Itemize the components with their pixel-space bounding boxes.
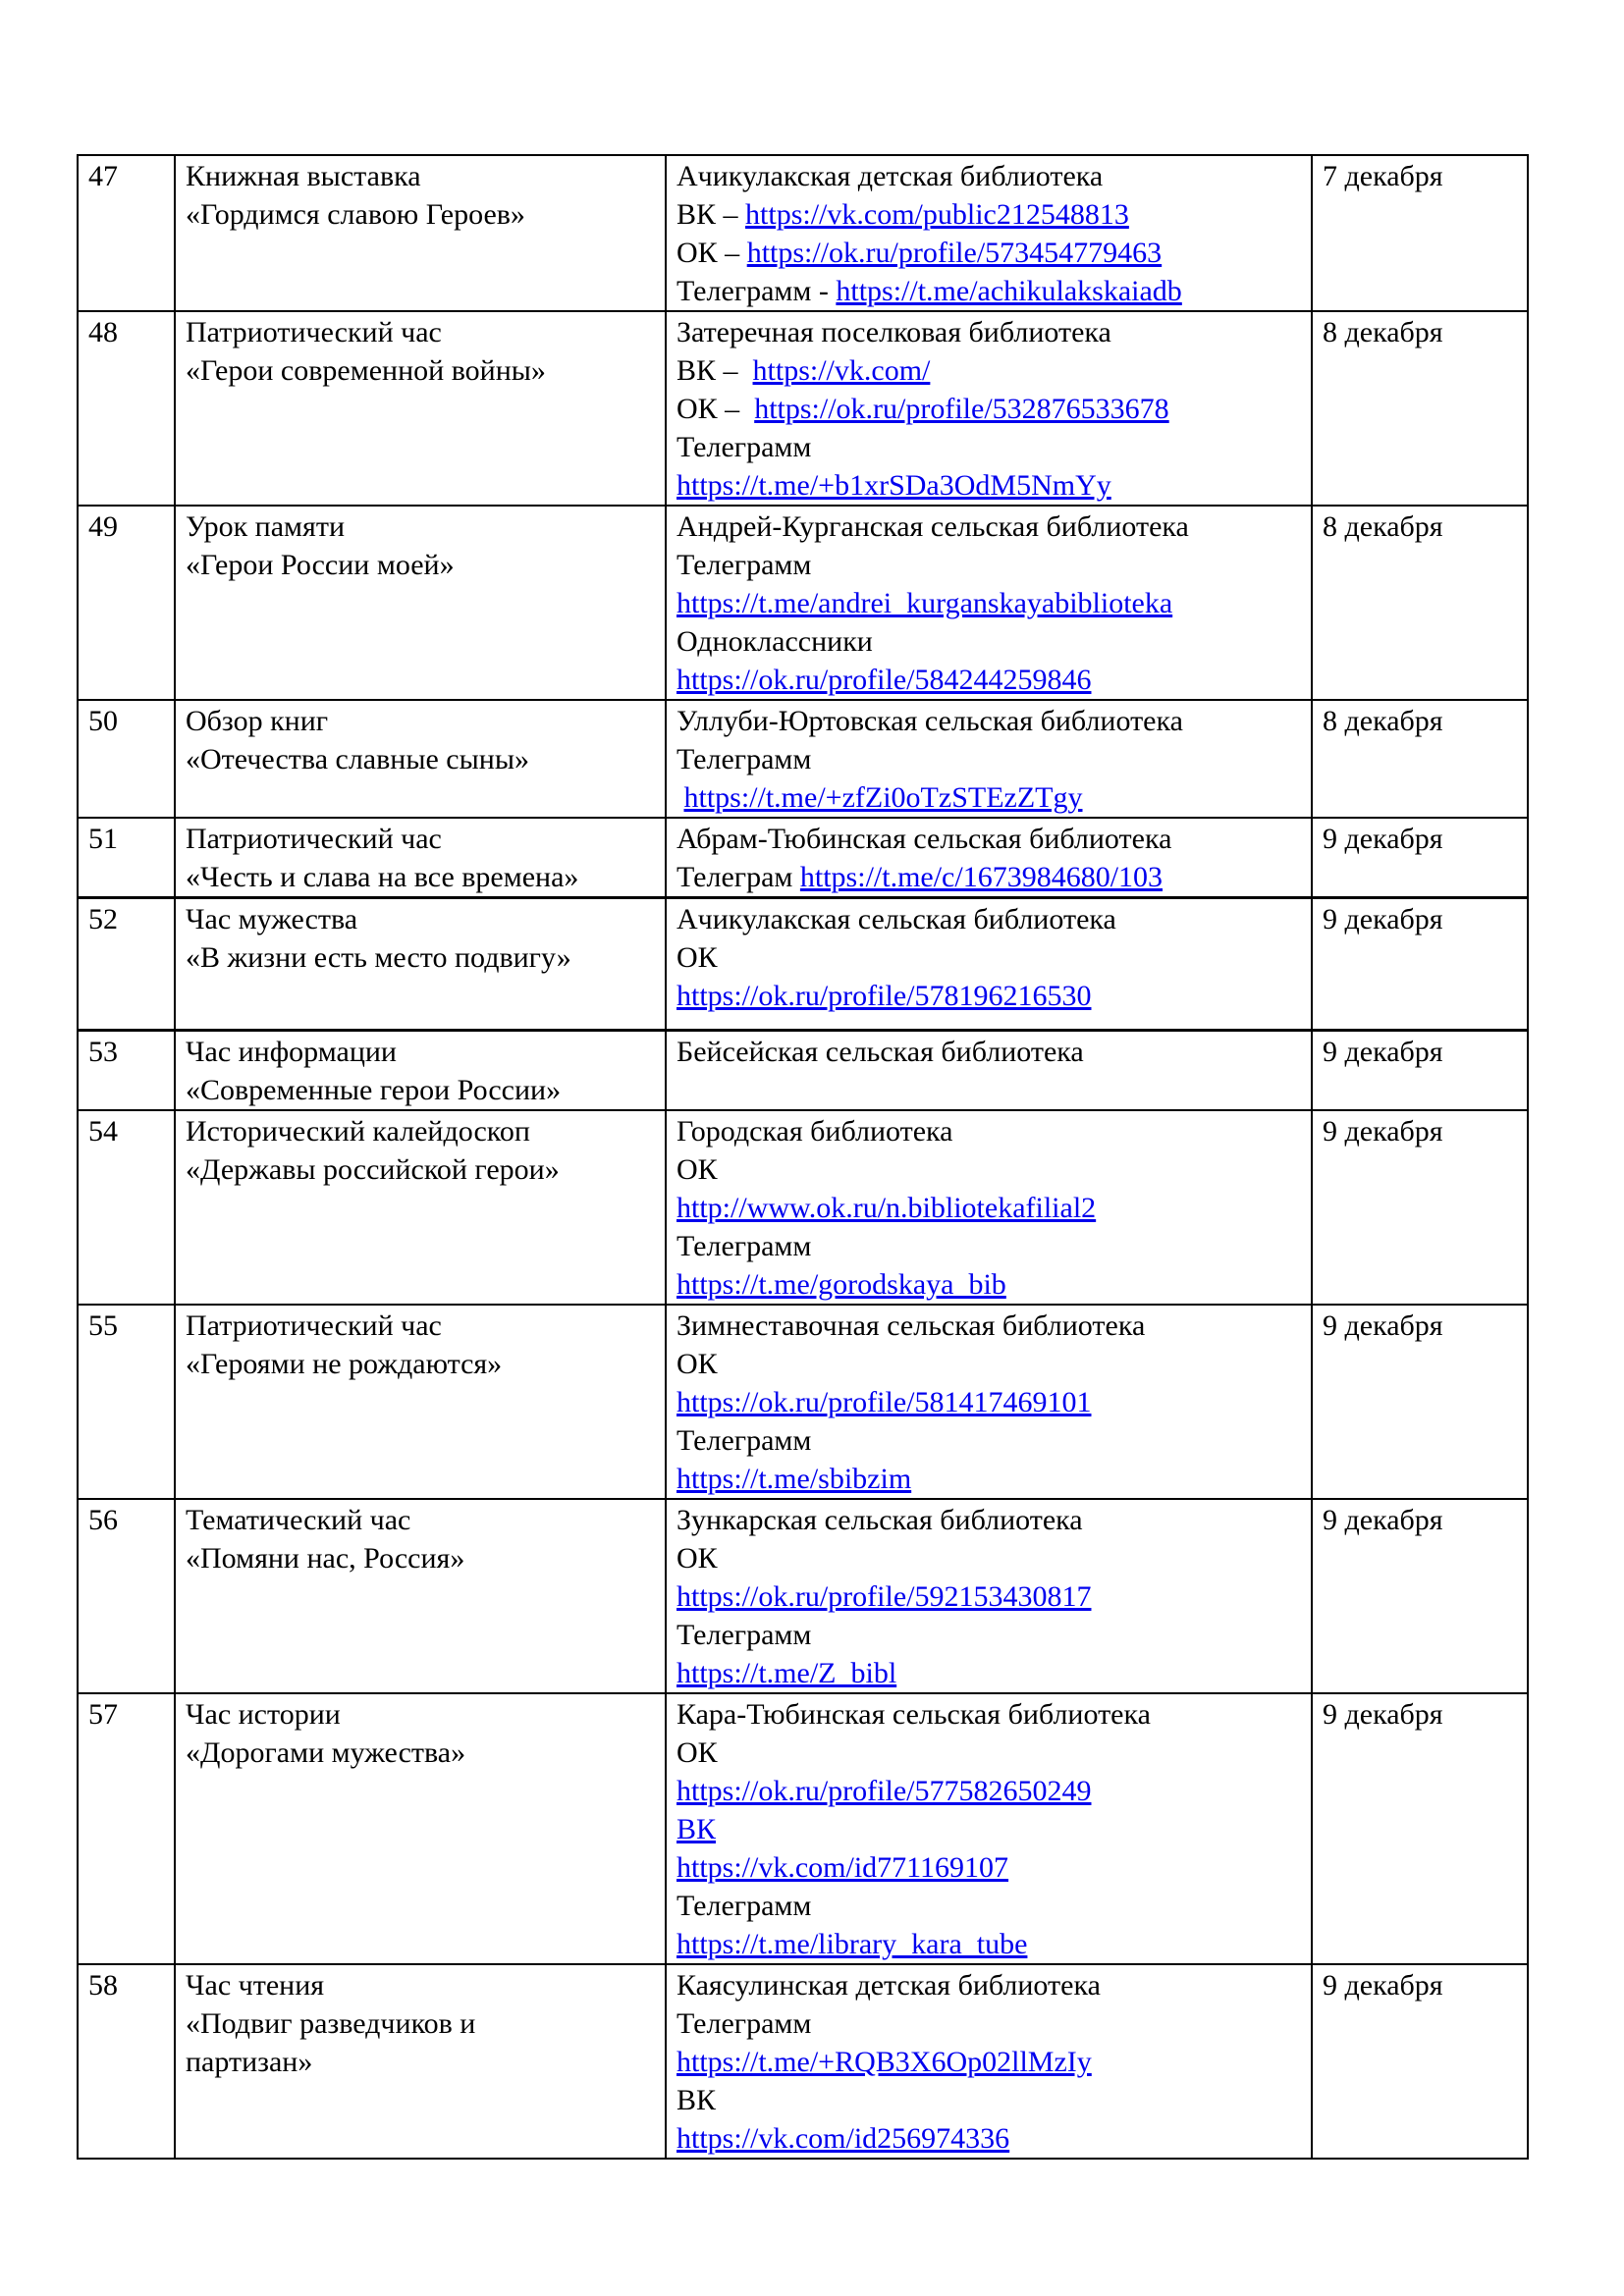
venue-line: ОК [677, 1542, 718, 1575]
event-cell [175, 1499, 666, 1693]
table-row [78, 155, 1528, 311]
venue-cell [666, 1110, 1312, 1305]
event-title: «Честь и слава на все времена» [186, 861, 579, 893]
table-row [78, 1964, 1528, 2159]
social-link[interactable]: https://vk.com/ [752, 354, 931, 387]
social-link[interactable]: ВК [677, 1813, 717, 1845]
link-label [677, 781, 684, 814]
row-number: 52 [78, 898, 175, 1031]
social-link[interactable]: http://www.ok.ru/n.bibliotekafilial2 [677, 1192, 1097, 1224]
venue-line: ОК [677, 1736, 718, 1769]
venue-cell [666, 1964, 1312, 2159]
event-date: 9 декабря [1312, 1693, 1528, 1964]
venue-line [677, 1265, 1301, 1304]
event-date: 8 декабря [1312, 506, 1528, 700]
row-number: 56 [78, 1499, 175, 1693]
table-row [78, 1031, 1528, 1111]
venue-line [677, 977, 1301, 1015]
event-cell [175, 155, 666, 311]
venue-line [677, 1810, 1301, 1848]
table-row [78, 1305, 1528, 1499]
row-number: 55 [78, 1305, 175, 1499]
event-cell [175, 1693, 666, 1964]
venue-line: Ачикулакская сельская библиотека [677, 903, 1116, 935]
social-link[interactable]: https://ok.ru/profile/573454779463 [746, 237, 1163, 269]
venue-line: Бейсейская сельская библиотека [677, 1036, 1084, 1068]
venue-line [677, 1189, 1301, 1227]
venue-line: Телеграмм [677, 1890, 812, 1922]
event-title: «Державы российской герои» [186, 1153, 560, 1186]
link-label: Телеграмм - [677, 275, 837, 307]
event-title: партизан» [186, 2046, 313, 2078]
venue-line: Телеграмм [677, 2007, 812, 2040]
venue-line [677, 1383, 1301, 1421]
event-cell [175, 1110, 666, 1305]
event-type: Урок памяти [186, 510, 345, 543]
venue-cell [666, 1305, 1312, 1499]
event-title: «В жизни есть место подвигу» [186, 941, 571, 974]
table-row [78, 1693, 1528, 1964]
venue-line: Андрей-Курганская сельская библиотека [677, 510, 1189, 543]
event-title: «Подвиг разведчиков и [186, 2007, 476, 2040]
social-link[interactable]: https://t.me/+b1xrSDa3OdM5NmYy [677, 469, 1111, 502]
event-cell [175, 1031, 666, 1111]
venue-cell [666, 818, 1312, 898]
row-number: 47 [78, 155, 175, 311]
venue-line [677, 1577, 1301, 1616]
venue-line [677, 1654, 1301, 1692]
event-date: 9 декабря [1312, 1110, 1528, 1305]
event-title: «Герои России моей» [186, 549, 455, 581]
table-row [78, 311, 1528, 506]
event-date: 9 декабря [1312, 1305, 1528, 1499]
social-link[interactable]: https://vk.com/public212548813 [745, 198, 1129, 231]
event-date: 9 декабря [1312, 1499, 1528, 1693]
event-cell [175, 700, 666, 818]
link-label: ОК – [677, 237, 747, 269]
venue-line [677, 661, 1301, 699]
event-cell [175, 506, 666, 700]
venue-line [677, 1772, 1301, 1810]
venue-line [677, 272, 1301, 310]
table-row [78, 506, 1528, 700]
event-date: 9 декабря [1312, 1031, 1528, 1111]
venue-line: Телеграмм [677, 431, 812, 463]
event-type: Патриотический час [186, 316, 442, 348]
event-cell [175, 818, 666, 898]
social-link[interactable]: https://t.me/+RQB3X6Op02llMzIy [677, 2046, 1092, 2078]
event-date: 8 декабря [1312, 700, 1528, 818]
venue-line: ОК [677, 941, 718, 974]
event-cell [175, 898, 666, 1031]
event-title: «Отечества славные сыны» [186, 743, 529, 775]
event-title: «Гордимся славою Героев» [186, 198, 525, 231]
row-number: 48 [78, 311, 175, 506]
venue-cell [666, 155, 1312, 311]
social-link[interactable]: https://t.me/+zfZi0oTzSTEzZTgy [683, 781, 1083, 814]
venue-cell [666, 311, 1312, 506]
table-row [78, 1110, 1528, 1305]
social-link[interactable]: https://vk.com/id771169107 [677, 1851, 1009, 1884]
event-cell [175, 311, 666, 506]
venue-cell [666, 1031, 1312, 1111]
venue-cell [666, 1693, 1312, 1964]
table-row [78, 1499, 1528, 1693]
venue-line: Каясулинская детская библиотека [677, 1969, 1101, 2002]
event-type: Час мужества [186, 903, 358, 935]
venue-line: Ачикулакская детская библиотека [677, 160, 1104, 192]
social-link[interactable]: https://ok.ru/profile/532876533678 [754, 393, 1169, 425]
table-row [78, 700, 1528, 818]
event-date: 8 декабря [1312, 311, 1528, 506]
venue-line [677, 351, 1301, 390]
venue-line: ВК [677, 2084, 717, 2116]
venue-line [677, 390, 1301, 428]
venue-line [677, 195, 1301, 234]
social-link[interactable]: https://t.me/Z_bibl [677, 1657, 897, 1689]
venue-cell [666, 506, 1312, 700]
venue-line [677, 1460, 1301, 1498]
event-type: Тематический час [186, 1504, 411, 1536]
venue-line: Уллуби-Юртовская сельская библиотека [677, 705, 1183, 737]
event-title: «Помяни нас, Россия» [186, 1542, 465, 1575]
table-row [78, 898, 1528, 1031]
row-number: 54 [78, 1110, 175, 1305]
social-link[interactable]: https://t.me/library_kara_tube [677, 1928, 1028, 1960]
row-number: 50 [78, 700, 175, 818]
link-label: ОК – [677, 393, 755, 425]
event-type: Час чтения [186, 1969, 325, 2002]
venue-line: Затеречная поселковая библиотека [677, 316, 1111, 348]
social-link[interactable]: https://t.me/sbibzim [677, 1463, 912, 1495]
event-type: Патриотический час [186, 823, 442, 855]
social-link[interactable]: https://ok.ru/profile/584244259846 [677, 664, 1092, 696]
venue-line: Телеграмм [677, 1424, 812, 1457]
venue-line [677, 858, 1301, 896]
event-title: «Современные герои России» [186, 1074, 562, 1106]
social-link[interactable]: https://ok.ru/profile/592153430817 [677, 1580, 1092, 1613]
event-date: 9 декабря [1312, 818, 1528, 898]
social-link[interactable]: https://t.me/gorodskaya_bib [677, 1268, 1006, 1301]
event-title: «Героями не рождаются» [186, 1348, 503, 1380]
events-table-body [78, 155, 1528, 2159]
event-type: Час информации [186, 1036, 397, 1068]
venue-line: Одноклассники [677, 625, 873, 658]
venue-line [677, 2119, 1301, 2158]
social-link[interactable]: https://vk.com/id256974336 [677, 2122, 1010, 2155]
social-link[interactable]: https://ok.ru/profile/578196216530 [677, 980, 1092, 1012]
event-type: Исторический калейдоскоп [186, 1115, 530, 1148]
event-type: Патриотический час [186, 1309, 442, 1342]
row-number: 51 [78, 818, 175, 898]
venue-line: Зимнеставочная сельская библиотека [677, 1309, 1146, 1342]
event-title: «Герои современной войны» [186, 354, 546, 387]
venue-line: Телеграмм [677, 549, 812, 581]
venue-line: Городская библиотека [677, 1115, 953, 1148]
social-link[interactable]: https://t.me/achikulakskaiadb [836, 275, 1182, 307]
social-link[interactable]: https://ok.ru/profile/577582650249 [677, 1775, 1092, 1807]
table-row [78, 818, 1528, 898]
social-link[interactable]: https://t.me/andrei_kurganskayabiblioteka [677, 587, 1173, 619]
venue-line [677, 778, 1301, 817]
social-link[interactable]: https://ok.ru/profile/581417469101 [677, 1386, 1092, 1418]
event-type: Час истории [186, 1698, 341, 1731]
venue-cell [666, 700, 1312, 818]
venue-line: Телеграмм [677, 1230, 812, 1262]
link-label: Телеграм [677, 861, 800, 893]
event-type: Книжная выставка [186, 160, 421, 192]
events-table [77, 154, 1529, 2160]
event-date: 9 декабря [1312, 898, 1528, 1031]
row-number: 57 [78, 1693, 175, 1964]
event-date: 7 декабря [1312, 155, 1528, 311]
venue-line: Телеграмм [677, 1619, 812, 1651]
venue-line [677, 234, 1301, 272]
event-date: 9 декабря [1312, 1964, 1528, 2159]
social-link[interactable]: https://t.me/c/1673984680/103 [799, 861, 1164, 893]
venue-line [677, 1925, 1301, 1963]
venue-line [677, 584, 1301, 622]
venue-line [677, 1848, 1301, 1887]
venue-line: ОК [677, 1348, 718, 1380]
venue-line: Абрам-Тюбинская сельская библиотека [677, 823, 1172, 855]
venue-line [677, 2043, 1301, 2081]
venue-cell [666, 1499, 1312, 1693]
venue-line: Зункарская сельская библиотека [677, 1504, 1083, 1536]
venue-line [677, 466, 1301, 505]
venue-line: Кара-Тюбинская сельская библиотека [677, 1698, 1151, 1731]
venue-line: Телеграмм [677, 743, 812, 775]
event-title: «Дорогами мужества» [186, 1736, 466, 1769]
link-label: ВК – [677, 198, 746, 231]
link-label: ВК – [677, 354, 753, 387]
row-number: 58 [78, 1964, 175, 2159]
event-type: Обзор книг [186, 705, 329, 737]
venue-cell [666, 898, 1312, 1031]
event-cell [175, 1305, 666, 1499]
event-cell [175, 1964, 666, 2159]
row-number: 49 [78, 506, 175, 700]
venue-line: ОК [677, 1153, 718, 1186]
row-number: 53 [78, 1031, 175, 1111]
